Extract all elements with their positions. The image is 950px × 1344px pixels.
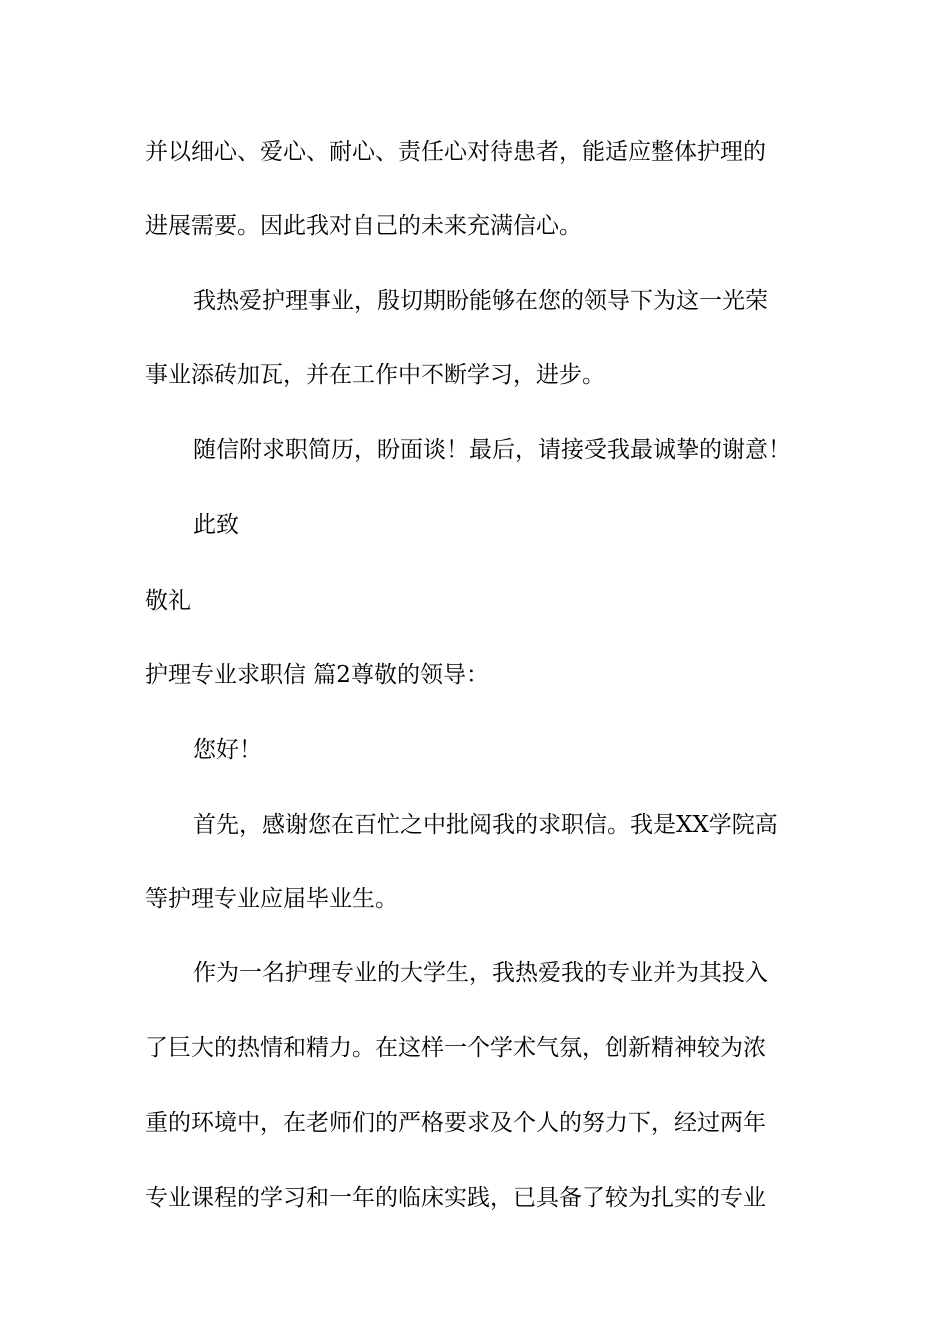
text-line: 随信附求职简历，盼面谈！最后，请接受我最诚挚的谢意！ bbox=[193, 437, 791, 463]
greeting: 您好！ bbox=[193, 737, 262, 763]
text-line: 专业课程的学习和一年的临床实践，已具备了较为扎实的专业 bbox=[145, 1185, 766, 1211]
text-line: 事业添砖加瓦，并在工作中不断学习，进步。 bbox=[145, 362, 605, 388]
section-heading: 护理专业求职信 篇2尊敬的领导： bbox=[145, 662, 489, 688]
closing-salutation: 此致 bbox=[193, 512, 239, 538]
text-line: 了巨大的热情和精力。在这样一个学术气氛，创新精神较为浓 bbox=[145, 1035, 766, 1061]
text-line: 作为一名护理专业的大学生，我热爱我的专业并为其投入 bbox=[193, 960, 768, 986]
text-line: 首先，感谢您在百忙之中批阅我的求职信。我是XX学院高 bbox=[193, 812, 778, 838]
text-line: 等护理专业应届毕业生。 bbox=[145, 886, 398, 912]
text-line: 并以细心、爱心、耐心、责任心对待患者，能适应整体护理的 bbox=[145, 139, 766, 165]
text-line: 我热爱护理事业，殷切期盼能够在您的领导下为这一光荣 bbox=[193, 288, 768, 314]
text-line: 重的环境中，在老师们的严格要求及个人的努力下，经过两年 bbox=[145, 1110, 766, 1136]
closing-regards: 敬礼 bbox=[145, 588, 191, 614]
text-line: 进展需要。因此我对自己的未来充满信心。 bbox=[145, 213, 582, 239]
